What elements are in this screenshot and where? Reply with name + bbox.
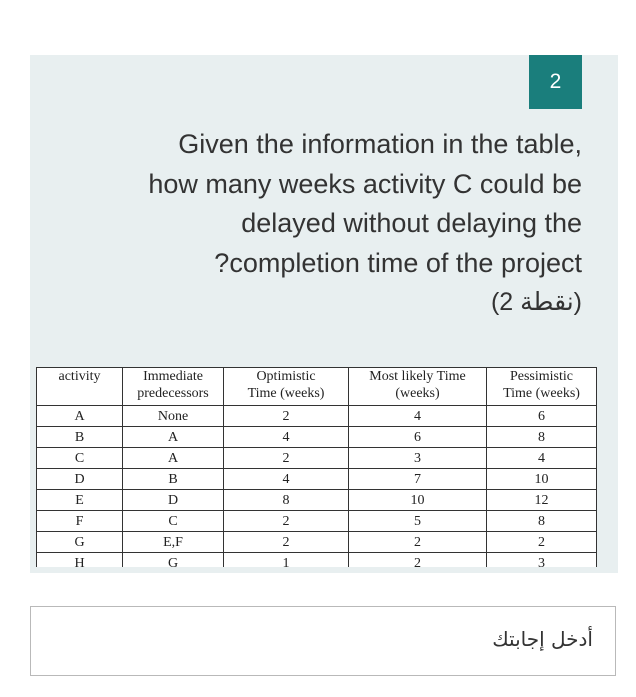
header-pessimistic: Pessimistic Time (weeks)	[487, 368, 597, 406]
table-header-row	[37, 368, 597, 406]
table-cell: A	[123, 427, 224, 448]
table-row	[37, 511, 597, 532]
table-cell: B	[123, 469, 224, 490]
table-cell: 8	[487, 511, 597, 532]
table-cell: E,F	[123, 532, 224, 553]
table-cell: 4	[487, 448, 597, 469]
table-cell: A	[37, 406, 123, 427]
table-cell: 1	[224, 553, 349, 568]
header-optimistic: Optimistic Time (weeks)	[224, 368, 349, 406]
table-cell: A	[123, 448, 224, 469]
table-row	[37, 490, 597, 511]
table-cell: F	[37, 511, 123, 532]
table-cell: E	[37, 490, 123, 511]
table-cell: 4	[224, 427, 349, 448]
table-cell: D	[123, 490, 224, 511]
table-cell: 3	[349, 448, 487, 469]
question-text	[82, 125, 582, 323]
table-cell: 2	[349, 532, 487, 553]
table-cell: 5	[349, 511, 487, 532]
question-points: (2 نقطة)	[490, 288, 582, 316]
activity-table	[36, 367, 597, 567]
table-cell: B	[37, 427, 123, 448]
table-cell: 8	[487, 427, 597, 448]
table-cell: G	[123, 553, 224, 568]
activity-table-image	[36, 367, 604, 567]
table-cell: C	[37, 448, 123, 469]
question-line: how many weeks activity C could be	[148, 168, 582, 199]
table-cell: G	[37, 532, 123, 553]
table-row	[37, 553, 597, 568]
table-cell: 10	[487, 469, 597, 490]
table-cell: D	[37, 469, 123, 490]
table-cell: 2	[224, 532, 349, 553]
table-row	[37, 427, 597, 448]
answer-input[interactable]: أدخل إجابتك	[30, 606, 616, 676]
question-card	[30, 55, 618, 573]
table-cell: 2	[224, 448, 349, 469]
table-row	[37, 448, 597, 469]
table-row	[37, 532, 597, 553]
header-most-likely: Most likely Time (weeks)	[349, 368, 487, 406]
table-cell: 2	[224, 511, 349, 532]
table-cell: 2	[224, 406, 349, 427]
table-row	[37, 469, 597, 490]
table-cell: 8	[224, 490, 349, 511]
table-cell: 10	[349, 490, 487, 511]
table-cell: 2	[349, 553, 487, 568]
question-line: Given the information in the table,	[178, 129, 582, 159]
table-cell: 6	[349, 427, 487, 448]
table-cell: 3	[487, 553, 597, 568]
table-cell: 4	[349, 406, 487, 427]
question-line: delayed without delaying the	[241, 208, 582, 238]
table-cell: 4	[224, 469, 349, 490]
table-cell: 2	[487, 532, 597, 553]
table-row	[37, 406, 597, 427]
table-cell: 7	[349, 469, 487, 490]
question-number-badge: 2	[529, 55, 582, 109]
header-predecessors: Immediate predecessors	[123, 368, 224, 406]
table-cell: C	[123, 511, 224, 532]
table-cell: None	[123, 406, 224, 427]
table-cell: H	[37, 553, 123, 568]
table-cell: 12	[487, 490, 597, 511]
header-activity: activity	[37, 368, 123, 406]
question-line: ?completion time of the project	[214, 247, 582, 278]
table-cell: 6	[487, 406, 597, 427]
